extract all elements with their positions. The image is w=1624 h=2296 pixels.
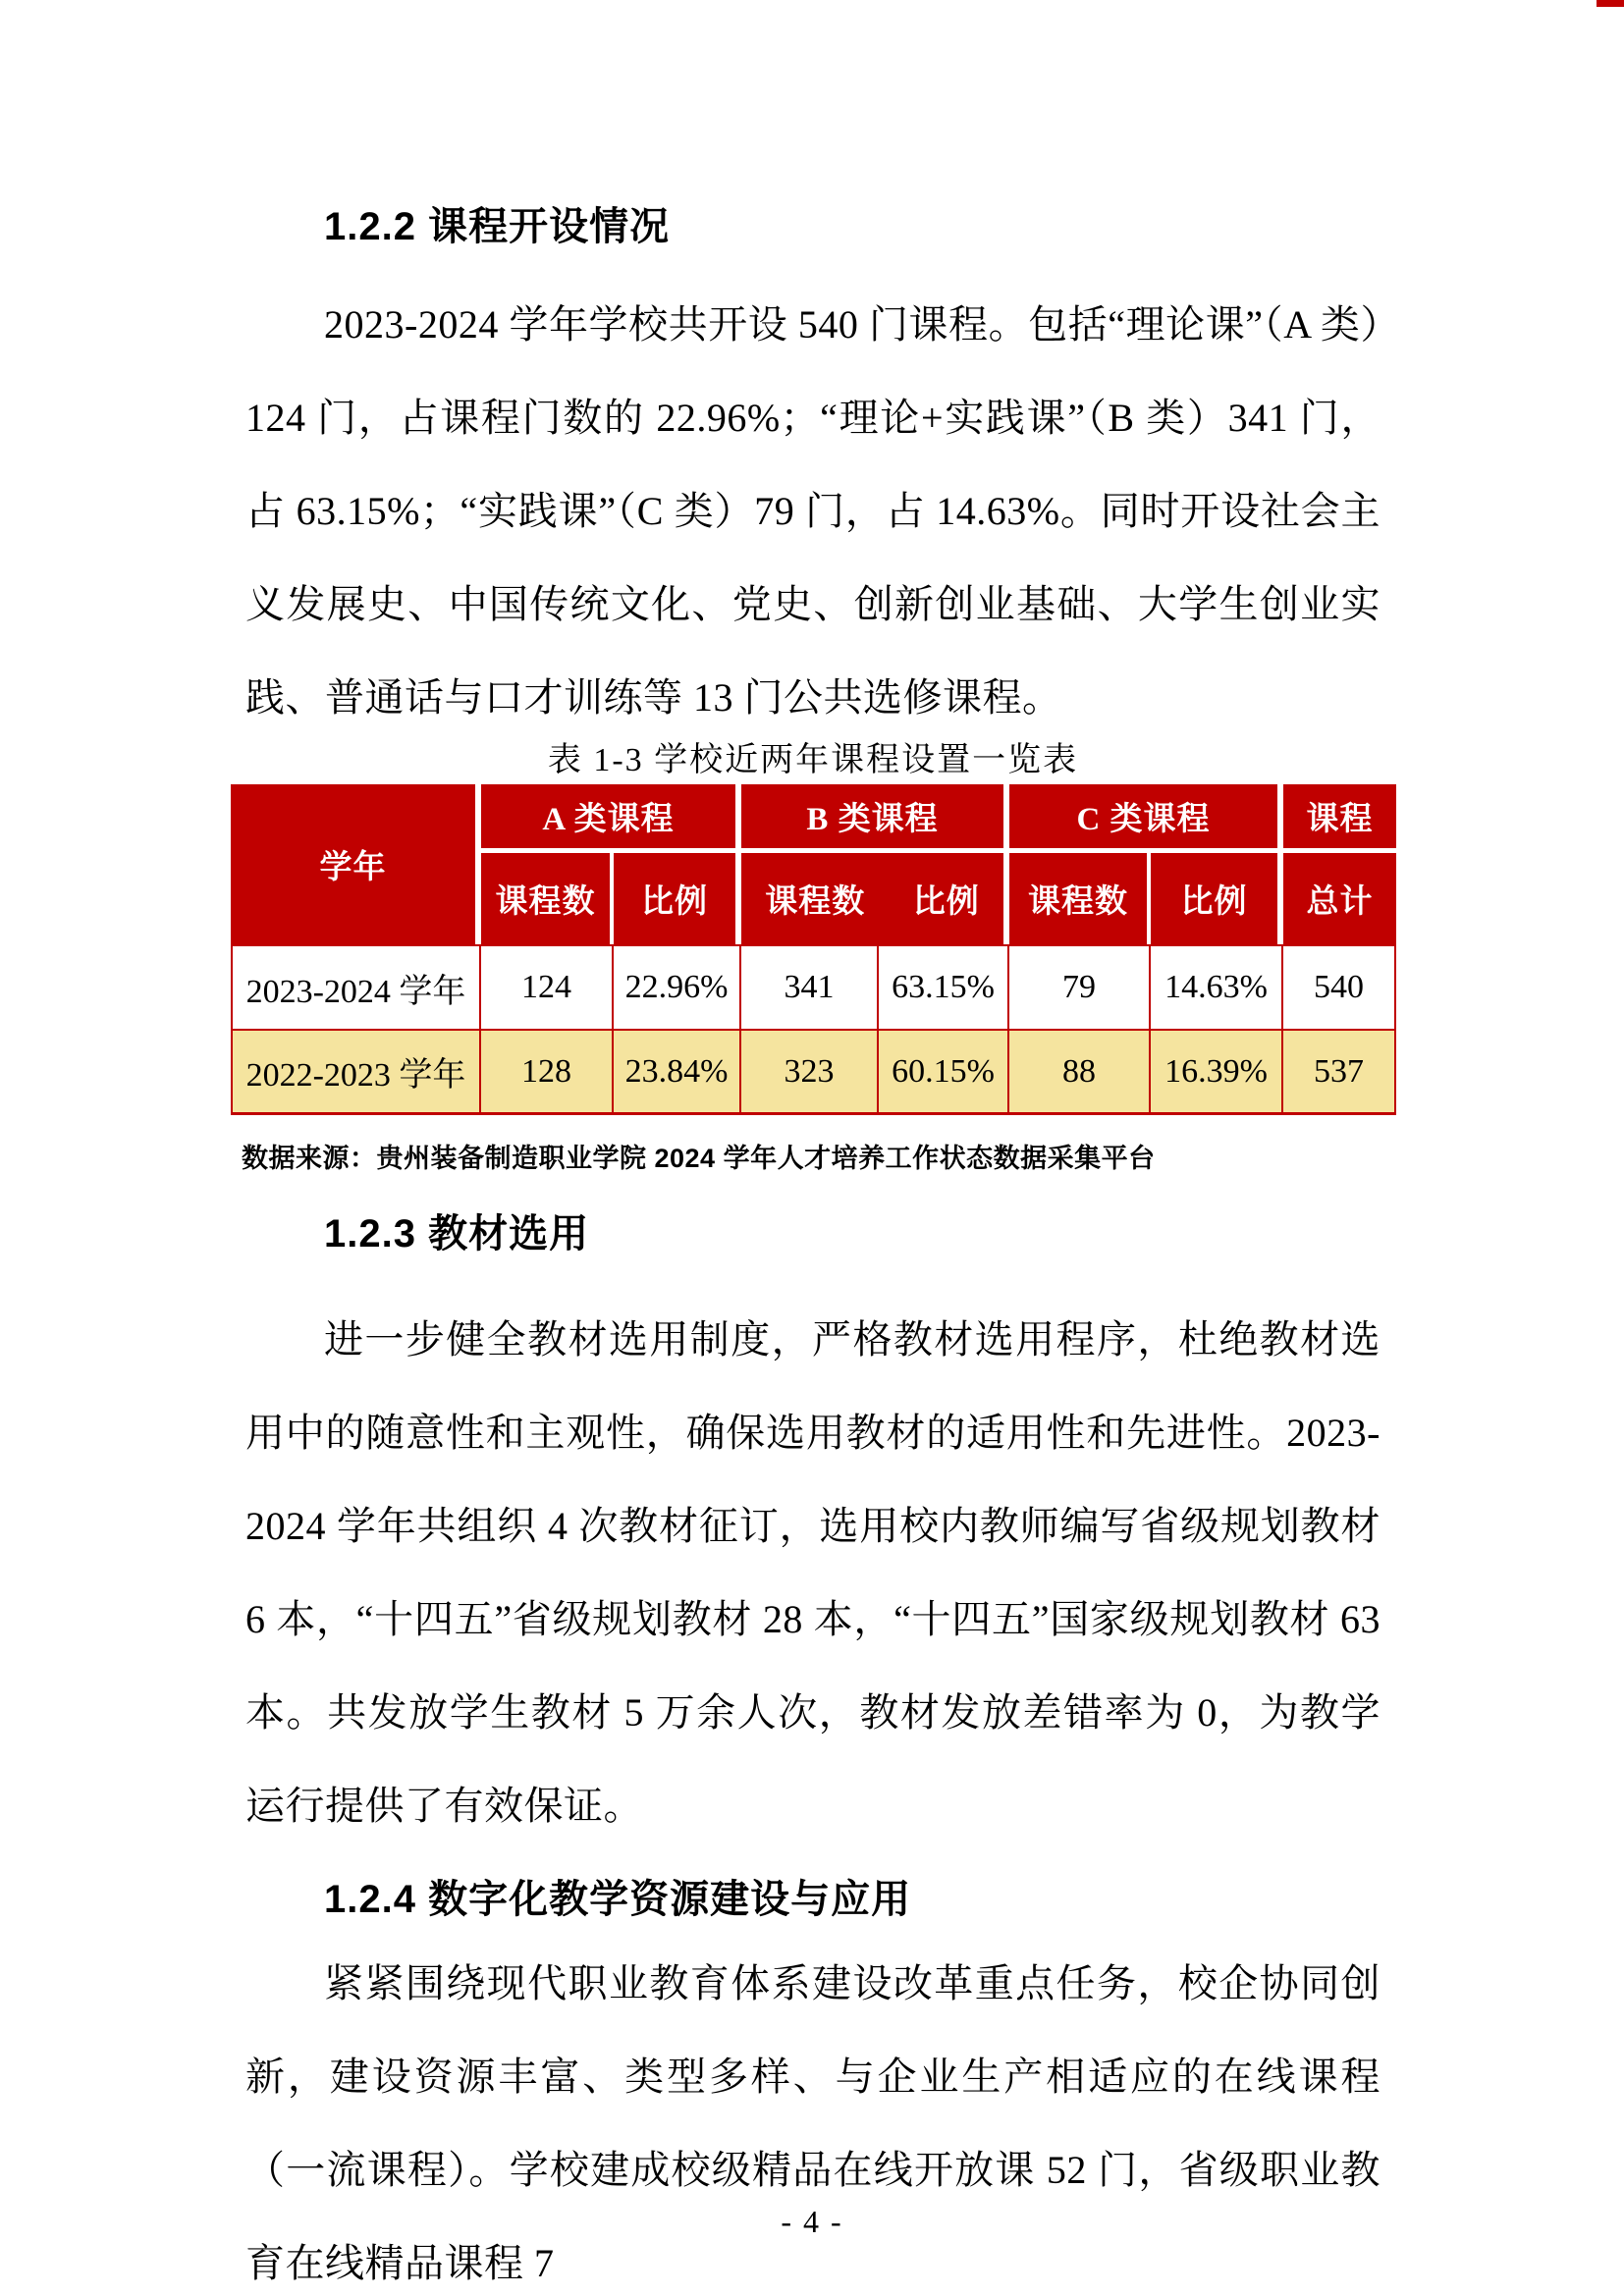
table-header-c-ratio: 比例 — [1151, 853, 1283, 944]
section-heading-1-2-2: 1.2.2 课程开设情况 — [324, 205, 671, 248]
cell-c-ratio: 16.39% — [1151, 1031, 1283, 1115]
table-header-group-b: B 类课程 — [741, 784, 1009, 853]
paragraph-textbook-selection: 进一步健全教材选用制度，严格教材选用程序，杜绝教材选用中的随意性和主观性，确保选用教材的适用性和先进性。2023-2024 学年共组织 4 次教材征订，选用校内教师编写省级规划教材 6 本，“十四五”省级规划教材 28 本，“十四五”国家级规划教材 63 本。共发放学生教材 5 万余人次，教材发放差错率为 0，为教学运行提供了有效保证。 — [245, 1317, 1380, 1828]
table-header-b-count: 课程数 — [765, 884, 866, 920]
cell-b-ratio: 63.15% — [879, 944, 1009, 1031]
cell-b-ratio: 60.15% — [879, 1031, 1009, 1115]
table-header-a-ratio: 比例 — [614, 853, 741, 944]
table-header-group-a: A 类课程 — [481, 784, 741, 853]
cell-b-count: 341 — [741, 944, 879, 1031]
cell-a-ratio: 23.84% — [614, 1031, 741, 1115]
cell-a-count: 128 — [481, 1031, 614, 1115]
section-heading-1-2-3: 1.2.3 教材选用 — [324, 1212, 590, 1255]
table-header-c-count: 课程数 — [1009, 853, 1151, 944]
table-header-group-c: C 类课程 — [1009, 784, 1283, 853]
table-header-a-count: 课程数 — [481, 853, 614, 944]
cell-a-count: 124 — [481, 944, 614, 1031]
page-content — [0, 201, 1624, 2296]
table-header-total-bottom: 总计 — [1283, 853, 1396, 944]
cell-total: 537 — [1283, 1031, 1396, 1115]
scan-edge-artifact — [1597, 0, 1624, 7]
cell-c-ratio: 14.63% — [1151, 944, 1283, 1031]
course-setup-table — [231, 784, 1396, 1115]
table-header-b-ratio: 比例 — [912, 884, 980, 920]
table-header-total-top: 课程 — [1283, 784, 1396, 853]
section-heading-1-2-4: 1.2.4 数字化教学资源建设与应用 — [324, 1878, 912, 1921]
cell-c-count: 79 — [1009, 944, 1151, 1031]
cell-total: 540 — [1283, 944, 1396, 1031]
cell-b-count: 323 — [741, 1031, 879, 1115]
table-header-b-subrow — [741, 853, 1009, 944]
cell-a-ratio: 22.96% — [614, 944, 741, 1031]
cell-year: 2022-2023 学年 — [231, 1031, 481, 1115]
data-source-note: 数据来源：贵州装备制造职业学院 2024 学年人才培养工作状态数据采集平台 — [242, 1144, 1156, 1173]
page-number: - 4 - — [781, 2204, 843, 2239]
cell-year: 2023-2024 学年 — [231, 944, 481, 1031]
table-header-year: 学年 — [231, 784, 481, 944]
paragraph-digital-resources: 紧紧围绕现代职业教育体系建设改革重点任务，校企协同创新，建设资源丰富、类型多样、与企业生产相适应的在线课程（一流课程）。学校建成校级精品在线开放课 52 门，省级职业教育在线精品课程 7 — [245, 1961, 1380, 2285]
table-caption: 表 1-3 学校近两年课程设置一览表 — [547, 742, 1079, 778]
paragraph-course-offering: 2023-2024 学年学校共开设 540 门课程。包括“理论课”（A 类）124 门，占课程门数的 22.96%；“理论+实践课”（B 类）341 门，占 63.15%；“实践课”（C 类）79 门，占 14.63%。同时开设社会主义发展史、中国传统文化、党史、创新创业基础、大学生创业实践、普通话与口才训练等 13 门公共选修课程。 — [245, 302, 1380, 720]
cell-c-count: 88 — [1009, 1031, 1151, 1115]
